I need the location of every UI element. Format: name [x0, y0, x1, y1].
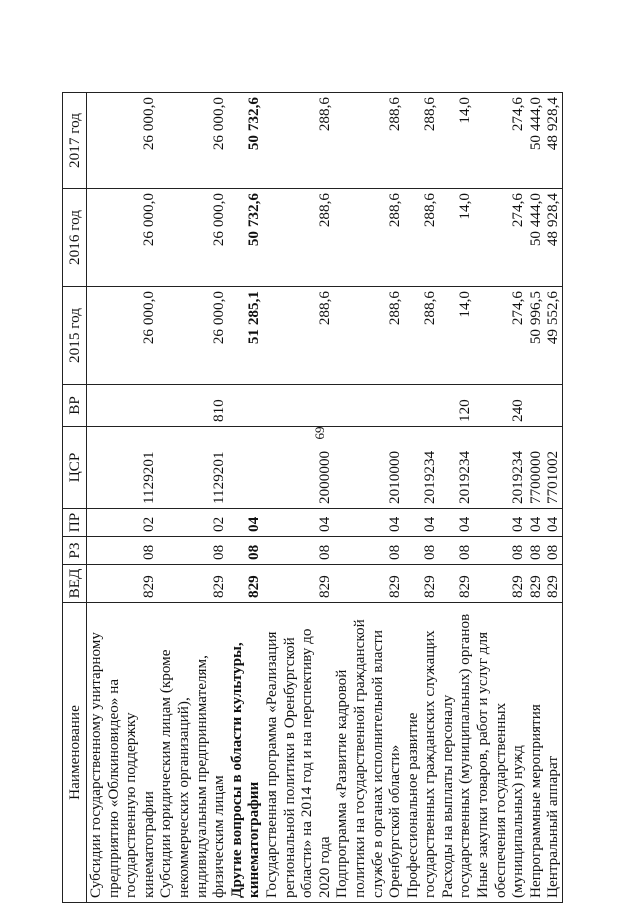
row-2015: 274,6	[474, 287, 527, 385]
row-pr: 02	[157, 509, 227, 537]
row-2016: 288,6	[404, 189, 439, 287]
row-2017: 50 444,0	[527, 93, 545, 189]
row-csr: 2019234	[474, 427, 527, 509]
row-vr	[404, 385, 439, 427]
row-name: Расходы на выплаты персоналу государственных (муниципальных) органов	[439, 603, 474, 903]
row-csr: 7701002	[544, 427, 562, 509]
row-csr: 2019234	[439, 427, 474, 509]
row-ved: 829	[527, 565, 545, 603]
table-row	[157, 93, 227, 903]
row-rz: 08	[87, 537, 158, 565]
row-pr: 04	[439, 509, 474, 537]
row-ved: 829	[333, 565, 403, 603]
header-2016: 2016 год	[63, 189, 87, 287]
row-pr: 04	[527, 509, 545, 537]
row-rz: 08	[333, 537, 403, 565]
table-row	[527, 93, 545, 903]
row-2015: 50 996,5	[527, 287, 545, 385]
row-2016: 26 000,0	[157, 189, 227, 287]
row-2017: 26 000,0	[87, 93, 158, 189]
table-row	[439, 93, 474, 903]
row-csr	[228, 427, 263, 509]
row-2017: 26 000,0	[157, 93, 227, 189]
row-2015: 288,6	[404, 287, 439, 385]
table-row	[474, 93, 527, 903]
row-2016: 14,0	[439, 189, 474, 287]
row-csr: 2000000	[263, 427, 333, 509]
row-pr: 04	[228, 509, 263, 537]
row-pr: 04	[474, 509, 527, 537]
row-ved: 829	[263, 565, 333, 603]
table-row	[87, 93, 158, 903]
row-2015: 49 552,6	[544, 287, 562, 385]
row-rz: 08	[157, 537, 227, 565]
row-rz: 08	[228, 537, 263, 565]
row-2016: 288,6	[263, 189, 333, 287]
row-2015: 288,6	[333, 287, 403, 385]
table-row	[333, 93, 403, 903]
budget-table	[62, 92, 563, 903]
header-pr: ПР	[63, 509, 87, 537]
row-2017: 14,0	[439, 93, 474, 189]
row-vr: 810	[157, 385, 227, 427]
row-csr: 1129201	[157, 427, 227, 509]
row-vr	[228, 385, 263, 427]
row-name: Профессиональное развитие государственных гражданских служащих	[404, 603, 439, 903]
header-csr: ЦСР	[63, 427, 87, 509]
row-2015: 26 000,0	[157, 287, 227, 385]
row-2017: 288,6	[263, 93, 333, 189]
row-name: Государственная программа «Реализация региональной политики в Оренбургской области» на 2014 год и на перспективу до 2020 года	[263, 603, 333, 903]
row-ved: 829	[228, 565, 263, 603]
row-vr	[527, 385, 545, 427]
row-2016: 50 732,6	[228, 189, 263, 287]
table-row	[544, 93, 562, 903]
row-csr: 2010000	[333, 427, 403, 509]
row-vr	[544, 385, 562, 427]
row-2017: 50 732,6	[228, 93, 263, 189]
page-number: 69	[312, 426, 327, 440]
row-name: Иные закупки товаров, работ и услуг для обеспечения государственных (муниципальных) нужд	[474, 603, 527, 903]
row-name: Субсидии государственному унитарному предприятию «Облкиновидео» на государственную поддержку кинематографии	[87, 603, 158, 903]
row-2015: 288,6	[263, 287, 333, 385]
row-name: Центральный аппарат	[544, 603, 562, 903]
row-rz: 08	[404, 537, 439, 565]
row-2017: 288,6	[404, 93, 439, 189]
row-2016: 50 444,0	[527, 189, 545, 287]
row-rz: 08	[439, 537, 474, 565]
header-rz: РЗ	[63, 537, 87, 565]
row-vr	[87, 385, 158, 427]
row-rz: 08	[527, 537, 545, 565]
table-row	[228, 93, 263, 903]
row-2017: 48 928,4	[544, 93, 562, 189]
table-header-row	[63, 93, 87, 903]
row-pr: 04	[544, 509, 562, 537]
row-csr: 1129201	[87, 427, 158, 509]
row-ved: 829	[404, 565, 439, 603]
header-2015: 2015 год	[63, 287, 87, 385]
row-ved: 829	[474, 565, 527, 603]
header-vr: ВР	[63, 385, 87, 427]
row-csr: 2019234	[404, 427, 439, 509]
row-2016: 26 000,0	[87, 189, 158, 287]
row-ved: 829	[157, 565, 227, 603]
row-name: Непрограммные мероприятия	[527, 603, 545, 903]
header-ved: ВЕД	[63, 565, 87, 603]
row-2016: 288,6	[333, 189, 403, 287]
row-2016: 274,6	[474, 189, 527, 287]
row-pr: 04	[404, 509, 439, 537]
row-rz: 08	[263, 537, 333, 565]
row-2015: 26 000,0	[87, 287, 158, 385]
row-vr	[333, 385, 403, 427]
row-pr: 04	[263, 509, 333, 537]
row-2017: 274,6	[474, 93, 527, 189]
table-row	[404, 93, 439, 903]
row-csr: 7700000	[527, 427, 545, 509]
rotated-page-content	[62, 93, 572, 903]
row-rz: 08	[544, 537, 562, 565]
row-ved: 829	[87, 565, 158, 603]
row-name: Субсидии юридическим лицам (кроме некоммерческих организаций), индивидуальным предпринимателям, физическим лицам	[157, 603, 227, 903]
row-vr: 120	[439, 385, 474, 427]
row-2017: 288,6	[333, 93, 403, 189]
row-name: Другие вопросы в области культуры, кинематографии	[228, 603, 263, 903]
row-2016: 48 928,4	[544, 189, 562, 287]
row-2015: 14,0	[439, 287, 474, 385]
header-2017: 2017 год	[63, 93, 87, 189]
row-pr: 02	[87, 509, 158, 537]
header-name: Наименование	[63, 603, 87, 903]
row-2015: 51 285,1	[228, 287, 263, 385]
row-vr	[263, 385, 333, 427]
row-ved: 829	[544, 565, 562, 603]
row-ved: 829	[439, 565, 474, 603]
row-name: Подпрограмма «Развитие кадровой политики на государственной гражданской службе в органах исполнительной власти Оренбургской области»	[333, 603, 403, 903]
row-rz: 08	[474, 537, 527, 565]
table-row	[263, 93, 333, 903]
row-pr: 04	[333, 509, 403, 537]
row-vr: 240	[474, 385, 527, 427]
